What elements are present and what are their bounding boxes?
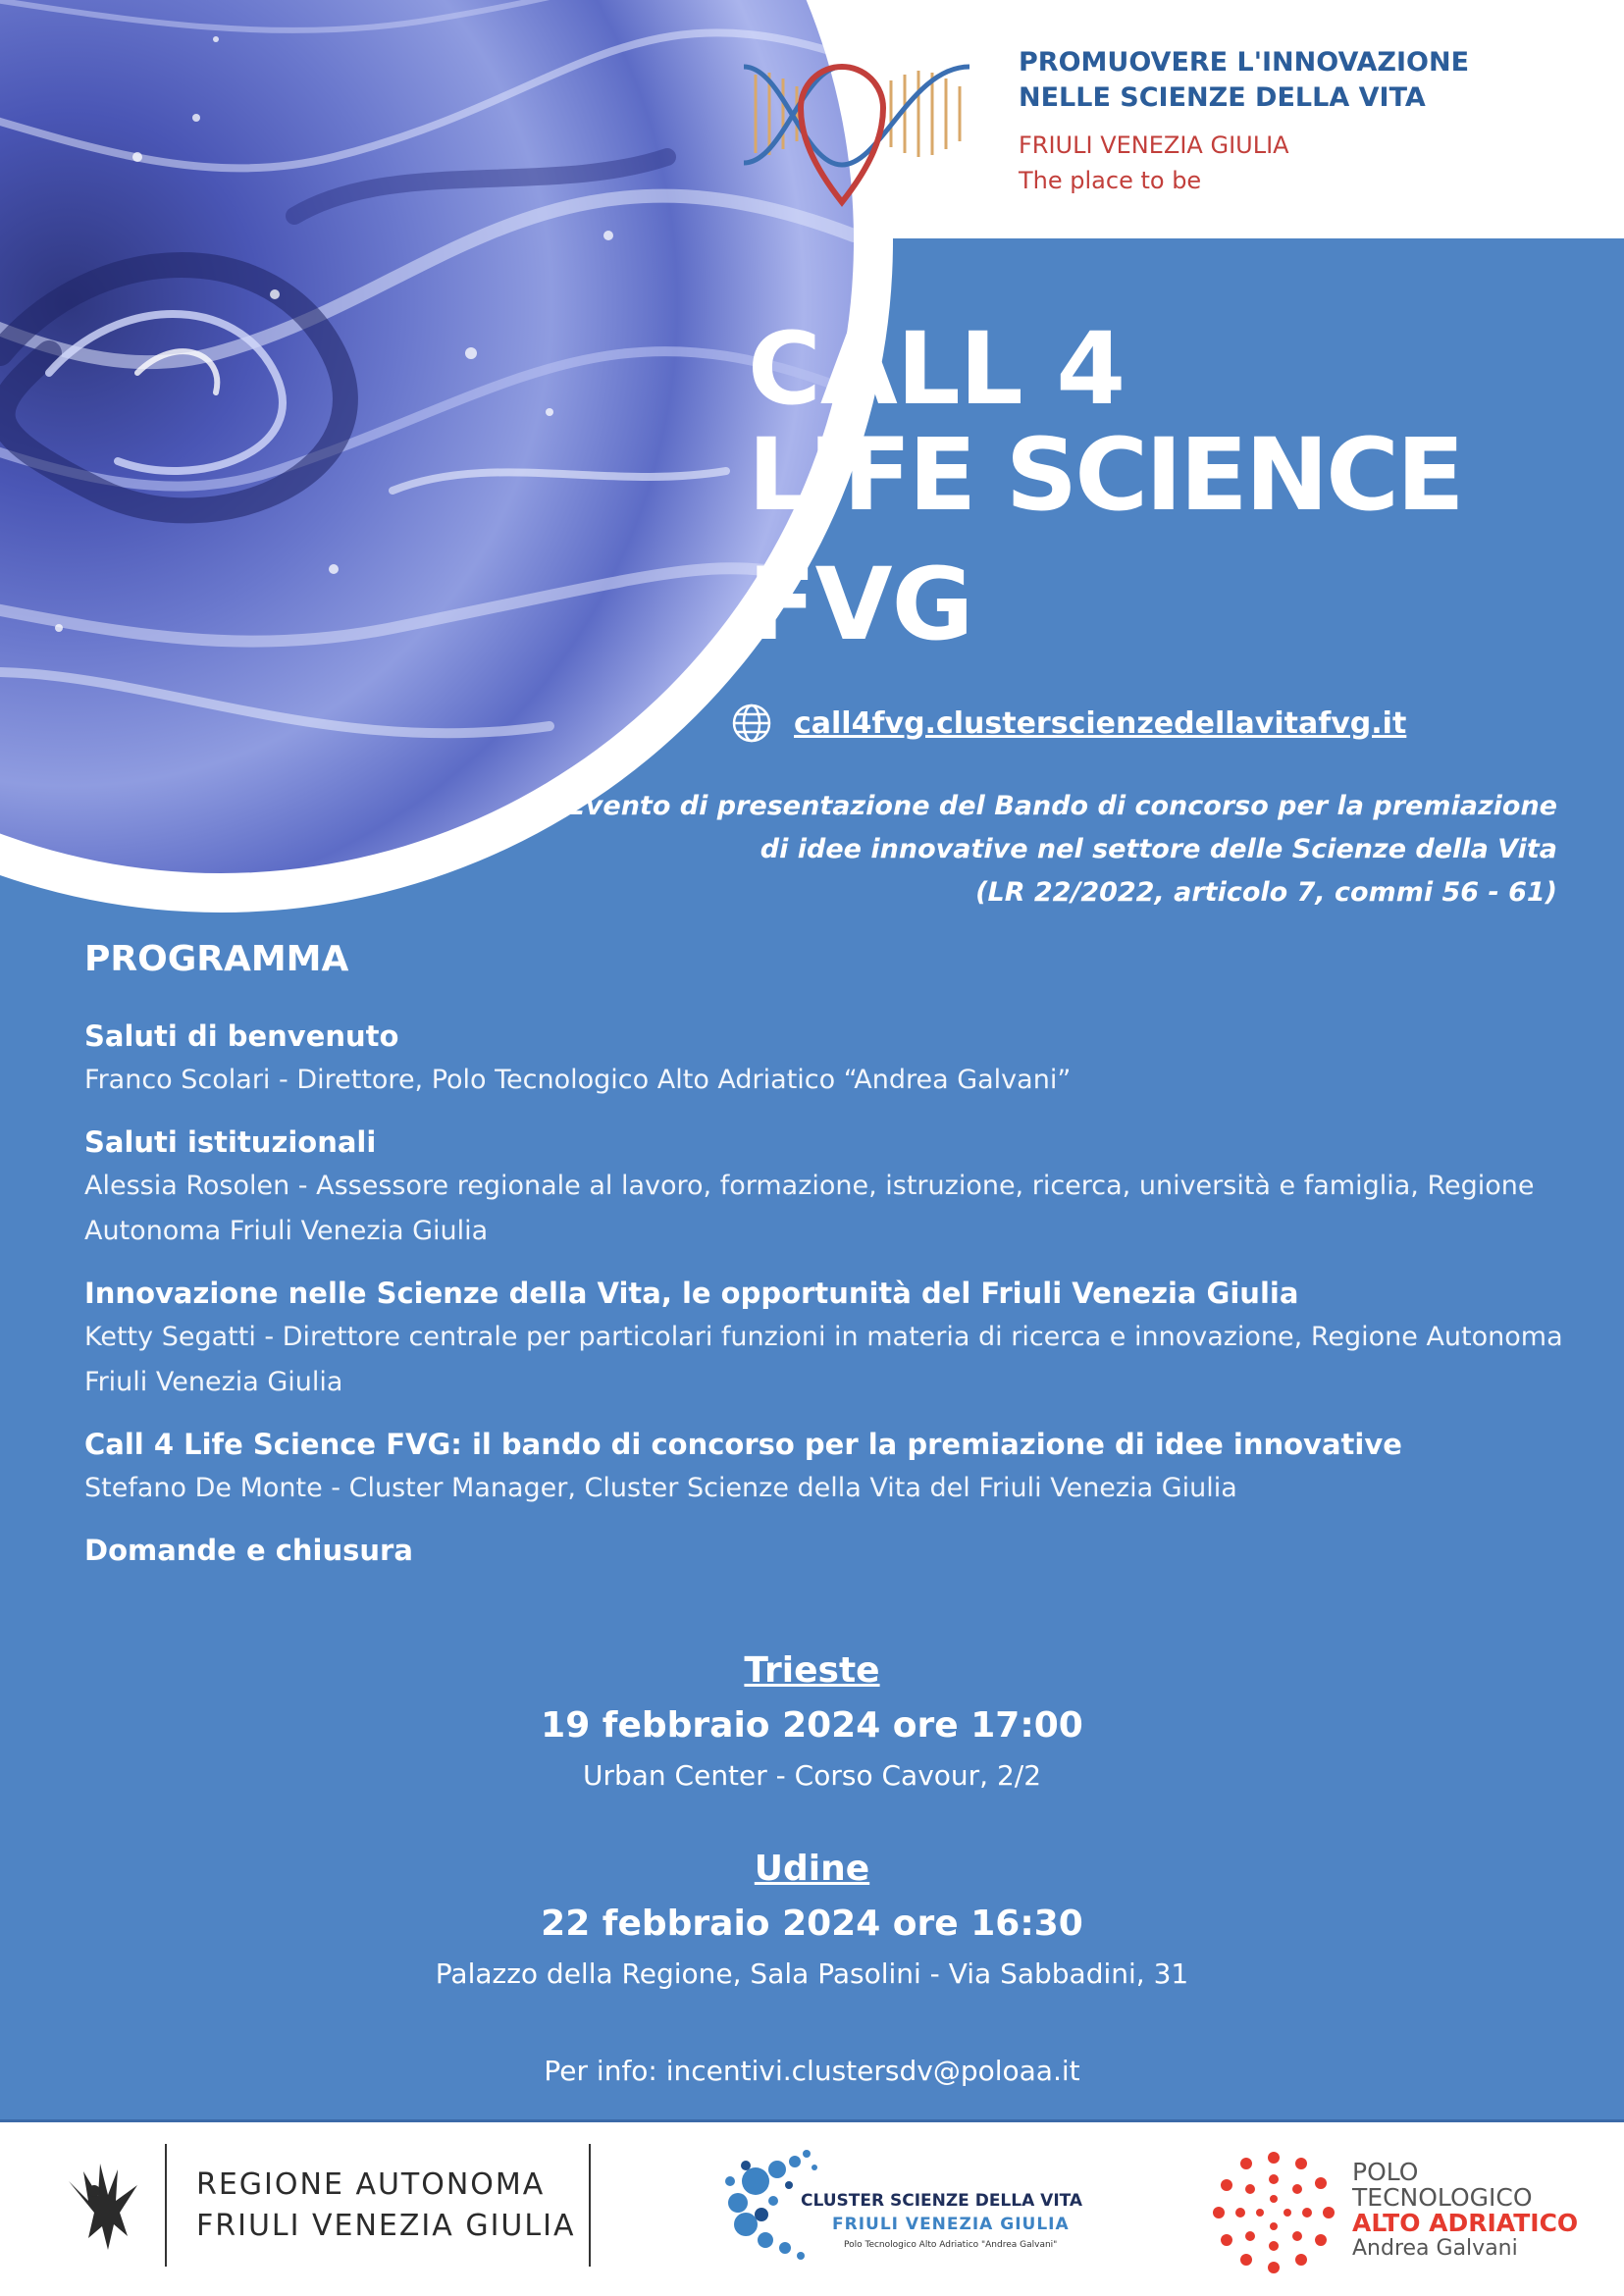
programme-item — [84, 1015, 1576, 1103]
website-row — [731, 699, 1406, 748]
programme-section — [84, 930, 1576, 1590]
programme-item — [84, 1423, 1576, 1511]
molecule-dots-icon — [716, 2142, 834, 2279]
programme-item-title: Domande e chiusura — [84, 1534, 413, 1567]
regione-name-line1: REGIONE AUTONOMA — [196, 2167, 546, 2202]
programme-item-desc: Alessia Rosolen - Assessore regionale al lavoro, formazione, istruzione, ricerca, università e famiglia, Regione Autonoma Friuli Venezia Giulia — [84, 1171, 1535, 1246]
cluster-subtitle: Polo Tecnologico Alto Adriatico "Andrea Galvani" — [844, 2240, 1058, 2250]
polo-name-line3: ALTO ADRIATICO — [1352, 2209, 1579, 2237]
location-date: 22 febbraio 2024 ore 16:30 — [541, 1904, 1083, 1944]
programme-item-title: Call 4 Life Science FVG: il bando di concorso per la premiazione di idee innovative — [84, 1428, 1402, 1461]
cluster-region: FRIULI VENEZIA GIULIA — [832, 2215, 1070, 2234]
event-description — [380, 785, 1557, 914]
event-description-line3: (LR 22/2022, articolo 7, commi 56 - 61) — [975, 877, 1557, 908]
programme-item — [84, 1121, 1576, 1254]
cluster-name: CLUSTER SCIENZE DELLA VITA — [801, 2191, 1083, 2211]
cluster-logo — [716, 2142, 1089, 2279]
polo-name-line2: TECNOLOGICO — [1352, 2183, 1533, 2212]
header-region: FRIULI VENEZIA GIULIA — [1019, 131, 1289, 159]
location-city: Trieste — [744, 1650, 880, 1691]
footer-separator — [165, 2144, 167, 2267]
location-udine — [0, 1845, 1624, 1998]
programme-item-title: Saluti di benvenuto — [84, 1019, 399, 1053]
polo-name-line1: POLO — [1352, 2158, 1419, 2186]
polo-name-line4: Andrea Galvani — [1352, 2236, 1518, 2261]
event-description-line2: di idee innovative nel settore delle Scienze della Vita — [760, 834, 1557, 864]
programme-item — [84, 1529, 1576, 1572]
page-title-line2: LIFE SCIENCE — [748, 417, 1462, 534]
polo-logo — [1205, 2144, 1598, 2281]
dotted-circle-icon — [1205, 2144, 1342, 2281]
event-description-line1: Evento di presentazione del Bando di concorso per la premiazione — [567, 791, 1557, 821]
footer-logos — [0, 2122, 1624, 2296]
dna-pin-icon — [744, 47, 989, 214]
programme-item-desc: Ketty Segatti - Direttore centrale per particolari funzioni in materia di ricerca e innovazione, Regione Autonoma Friuli Venezia Giulia — [84, 1322, 1563, 1397]
globe-icon — [731, 703, 772, 744]
page-title-line1: CALL 4 — [748, 311, 1126, 428]
eagle-icon — [59, 2152, 147, 2260]
location-trieste — [0, 1646, 1624, 1800]
header-tagline-line1: PROMUOVERE L'INNOVAZIONE — [1019, 47, 1470, 78]
header-logo — [744, 47, 1490, 214]
contact-info[interactable]: Per info: incentivi.clustersdv@poloaa.it — [544, 2055, 1080, 2087]
location-date: 19 febbraio 2024 ore 17:00 — [541, 1705, 1083, 1746]
programme-item-desc: Stefano De Monte - Cluster Manager, Cluster Scienze della Vita del Friuli Venezia Giulia — [84, 1473, 1237, 1503]
programme-item-title: Innovazione nelle Scienze della Vita, le opportunità del Friuli Venezia Giulia — [84, 1277, 1299, 1310]
regione-name-line2: FRIULI VENEZIA GIULIA — [196, 2209, 576, 2243]
programme-item-title: Saluti istituzionali — [84, 1125, 377, 1159]
programme-item-desc: Franco Scolari - Direttore, Polo Tecnologico Alto Adriatico “Andrea Galvani” — [84, 1065, 1072, 1095]
header-tagline-line2: NELLE SCIENZE DELLA VITA — [1019, 82, 1426, 113]
fluid-abstract-image — [0, 0, 854, 873]
footer-separator — [589, 2144, 591, 2267]
programme-heading: PROGRAMMA — [84, 939, 349, 979]
programme-item — [84, 1272, 1576, 1405]
location-place: Palazzo della Regione, Sala Pasolini - Via Sabbadini, 31 — [435, 1957, 1189, 1990]
location-city: Udine — [754, 1849, 870, 1889]
website-link[interactable]: call4fvg.clusterscienzedellavitafvg.it — [794, 705, 1407, 741]
page-title-line3: FVG — [748, 547, 973, 663]
location-place: Urban Center - Corso Cavour, 2/2 — [582, 1759, 1042, 1792]
header-slogan: The place to be — [1019, 167, 1202, 194]
